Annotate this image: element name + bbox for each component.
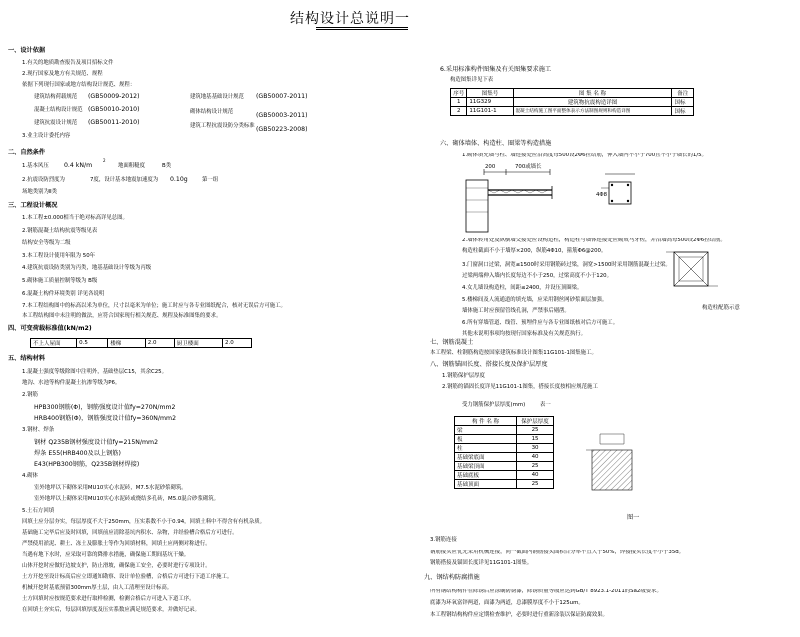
- table-cell: 基础梁底面: [455, 453, 517, 462]
- table-cell: 建筑物抗震构造详图: [513, 98, 672, 107]
- text-line: 5.楼梯间及人流通道的填充墙，应采用钢丝网砂浆面层加强。: [462, 297, 608, 303]
- superscript: 2: [103, 158, 106, 163]
- text-line: 3.业主设计委托内容: [22, 133, 71, 139]
- atlas-table: [450, 88, 694, 116]
- table-cell: 梁: [455, 426, 517, 435]
- text-line: 山体开挖时应做好边坡支护，防止滑坡，确保施工安全，必要时进行专项设计。: [22, 563, 211, 569]
- code-number: (GB50010-2010): [88, 106, 140, 113]
- table-cell: 不上人屋面: [31, 339, 77, 348]
- text-line: 场地类别为Ⅱ类: [22, 189, 57, 195]
- text-line: 3.本工程设计使用年限为 50年: [22, 253, 96, 259]
- text-line: 构造柱截面不小于墙厚×200，纵筋4Φ10，箍筋Φ6@200。: [462, 248, 607, 254]
- code-number: (GB50009-2012): [88, 93, 140, 100]
- text-line: 过梁两端伸入墙内长度每边不小于250，过梁高度不小于120。: [462, 273, 612, 279]
- text-line: 3.门窗洞口过梁，洞宽≤1500时采用钢筋砖过梁，洞宽>1500时采用钢筋混凝土过梁。: [462, 262, 671, 268]
- table-cell: 楼梯: [108, 339, 146, 348]
- text-line: 2.抗震设防烈度为: [22, 177, 65, 183]
- section-design-basis: 一、设计依据: [8, 47, 46, 54]
- text-line: 焊条 E55(HRB400及以上钢筋): [34, 450, 121, 457]
- text-line: 室外地坪以上砌体采用MU10实心水泥砖或烧结多孔砖，M5.0混合砂浆砌筑。: [34, 496, 220, 502]
- code-number: (GB50003-2011): [256, 112, 308, 119]
- text-line: 钢筋搭接及锚固长度详见11G101-1图集。: [430, 560, 533, 566]
- text-line: 回填土应分层夯实，每层厚度不大于250mm，压实系数不小于0.94，回填土料中不得含有有机杂质。: [22, 519, 266, 525]
- text-line: 机械开挖时基底预留300mm厚土层，由人工清理至设计标高。: [22, 585, 173, 591]
- table-cell: 2.0: [223, 339, 252, 348]
- table-cell: 备注: [672, 89, 694, 98]
- text-line: 底漆为环氧富锌两道，面漆为两道，总漆膜厚度不小于125um。: [430, 600, 584, 606]
- text-line: 7.本工程结构图中的标高以米为单位，尺寸以毫米为单位；施工时应与各专业图纸配合，核对无误后方可施工。: [22, 303, 286, 309]
- code-number: (GB50007-2011): [256, 93, 308, 100]
- dimension-label: 700或墙长: [515, 164, 542, 170]
- table-cell: 柱: [455, 444, 517, 453]
- table-cell: 11G329: [467, 98, 513, 107]
- text-line: 6.所有穿墙管道、线管、预埋件应与各专业图纸核对后方可施工。: [462, 320, 619, 326]
- rebar-label: 4Φ8: [596, 192, 608, 198]
- table-cell: 板: [455, 435, 517, 444]
- text-line: 7度，设计基本地震加速度为: [90, 177, 159, 183]
- text-line: 1.有关的地质勘查报告及项目招标文件: [22, 60, 114, 66]
- table-cell: 40: [517, 453, 554, 462]
- table-cell: 15: [517, 435, 554, 444]
- section-project-overview: 三、工程设计概况: [8, 202, 58, 209]
- section-concrete: 七、钢筋混凝土: [430, 339, 474, 346]
- text-line: 第一组: [202, 177, 219, 183]
- text-line: 4.女儿墙设构造柱，间距≤2400，并设压顶圈梁。: [462, 285, 583, 291]
- text-line: 钢材 Q235B钢材强度设计值fy=215N/mm2: [34, 439, 159, 446]
- table-row: [451, 98, 694, 107]
- text-line: 3.钢筋连接: [430, 537, 457, 543]
- text-line: 墙体施工时应预留管线孔洞，严禁事后剔凿。: [462, 308, 570, 314]
- page-title: 结构设计总说明一: [290, 11, 410, 27]
- table-cell: 基础梁顶面: [455, 462, 517, 471]
- text-line: 本工程钢结构构件应定期检查维护，必要时进行重新涂装以保证防腐效果。: [430, 612, 608, 618]
- text-line: 基础施工完毕后应及时回填，回填前应清除基坑内积水、杂物，并经验槽合格后方可进行。: [22, 530, 238, 536]
- title-underline-2: [316, 29, 408, 30]
- dimension-label: 200: [485, 164, 496, 170]
- text-line: E43(HPB300钢筋，Q235B钢材焊接): [34, 461, 140, 468]
- table-title: 受力钢筋保护层厚度(mm): [462, 402, 526, 408]
- text-line: 其他未说明事项均按现行国家标准及有关规范执行。: [462, 331, 586, 337]
- text-line: 2.现行国家及地方有关规范、规程: [22, 71, 103, 77]
- table-cell: 基础底板: [455, 471, 517, 480]
- table-row: [451, 89, 694, 98]
- code-name: 砌体结构设计规范: [190, 109, 234, 115]
- code-number: (GB50011-2010): [88, 119, 140, 126]
- text-line: 1.钢筋保护层厚度: [442, 373, 485, 379]
- cover-thickness-table: [454, 416, 554, 489]
- table-cell: 2: [451, 107, 467, 116]
- text-line: 3.钢材、焊条: [22, 427, 55, 433]
- table-cell: 保护层厚度: [517, 417, 554, 426]
- table-cell: 图 集 名 称: [513, 89, 672, 98]
- text-line: 4.建筑抗震设防类别为丙类，地基基础设计等级为丙级: [22, 265, 152, 271]
- table-row: [451, 107, 694, 116]
- figure-caption: 图一: [627, 514, 640, 521]
- acceleration-value: 0.10g: [170, 176, 188, 183]
- text-line: 4.砌体: [22, 473, 38, 479]
- text-line: 所有钢结构构件在除锈后应涂刷防锈漆，除锈质量等级应达到GB/T 8923.1-2011的Sa2级要求。: [430, 589, 662, 594]
- text-line: 钢筋接头应优先采用机械连接，同一截面内钢筋接头面积百分率不宜大于50%，焊接接头长度不小于35d。: [430, 550, 685, 555]
- text-line: 1.基本风压: [22, 163, 49, 169]
- figure-one-drawing: [580, 430, 650, 500]
- text-line: 1.砌体填充墙与柱、墙连接处应沿高度每500设2Φ6拉结筋，伸入墙内不小于700且不小于墙长的1/5。: [462, 153, 707, 158]
- code-number: (GB50223-2008): [256, 126, 308, 133]
- drawing-caption: 构造柱配筋示意: [702, 305, 740, 311]
- table-row: [455, 480, 554, 489]
- table-cell: 厨卫楼面: [174, 339, 222, 348]
- column-section-drawing: [595, 168, 655, 214]
- table-row: [455, 417, 554, 426]
- code-name: 建筑地基基础设计规范: [190, 94, 244, 100]
- table-cell: 混凝土结构施工图平面整体表示方法制图规则和构造详图: [513, 107, 672, 116]
- section-steel-corrosion: 九、钢结构防腐措施: [424, 574, 480, 581]
- wind-pressure-value: 0.4 kN/m: [64, 162, 93, 169]
- text-line: 本工程梁、柱钢筋构造按国家建筑标准设计图集11G101-1图集施工。: [430, 350, 597, 356]
- section-live-loads: 四、可变荷载标准值(kN/m2): [8, 325, 92, 332]
- text-line: 地面粗糙度: [118, 163, 145, 169]
- table-cell: 图集号: [467, 89, 513, 98]
- table-cell: 25: [517, 462, 554, 471]
- code-name: 建筑结构荷载规范: [34, 94, 78, 100]
- section-standard-atlas: 6.采用标准构件图集及有关图集要求施工: [440, 66, 552, 73]
- text-line: 地沟、水池等构件混凝土抗渗等级为P6。: [22, 380, 121, 386]
- tie-bar-detail-drawing: [458, 164, 566, 236]
- table-row: [455, 462, 554, 471]
- code-name: 建筑工程抗震设防分类标准: [190, 123, 255, 129]
- text-line: 构造图集详见下表: [450, 77, 494, 83]
- table-cell: 25: [517, 426, 554, 435]
- text-line: 土方回填时应按规范要求进行取样检测，检测合格后方可进入下道工序。: [22, 596, 195, 602]
- text-line: 1.本工程±0.000相当于绝对标高详见总图。: [22, 215, 128, 221]
- table-cell: 国标: [672, 98, 694, 107]
- text-line: 5.砌体施工质量控制等级为 B级: [22, 278, 98, 284]
- code-name: 混凝土结构设计规范: [34, 107, 83, 113]
- table-cell: 25: [517, 480, 554, 489]
- table-cell: 序号: [451, 89, 467, 98]
- section-natural-conditions: 二、自然条件: [8, 149, 46, 156]
- table-cell: 国标: [672, 107, 694, 116]
- text-line: 5.土石方回填: [22, 508, 55, 514]
- table-row: [455, 426, 554, 435]
- table-row: [455, 435, 554, 444]
- table-row: [455, 453, 554, 462]
- table-row: [455, 444, 554, 453]
- text-line: 2.钢筋混凝土结构抗震等级见表: [22, 228, 98, 234]
- text-line: 2.钢筋的锚固长度详见11G101-1图集，搭接长度按相应规范施工: [442, 384, 598, 390]
- table-row: [455, 471, 554, 480]
- section-materials: 五、结构材料: [8, 355, 46, 362]
- text-line: HRB400钢筋(Φ)，钢筋强度设计值fy=360N/mm2: [34, 415, 177, 422]
- table-cell: 构 件 名 称: [455, 417, 517, 426]
- text-line: 土方开挖至设计标高后应立即通知勘察、设计单位验槽，合格后方可进行下道工序施工。: [22, 574, 233, 580]
- text-line: 室外地坪以下砌体采用MU10实心水泥砖，M7.5水泥砂浆砌筑。: [34, 485, 187, 491]
- table-cell: 基础顶面: [455, 480, 517, 489]
- table-cell: 0.5: [77, 339, 108, 348]
- section-masonry: 六、砌体墙体、构造柱、圈梁等构造措施: [440, 140, 552, 147]
- table-row: [31, 339, 252, 348]
- text-line: 结构安全等级为二级: [22, 240, 71, 246]
- section-anchorage: 八、钢筋锚固长度、搭接长度及保护层厚度: [430, 361, 548, 368]
- table-cell: 40: [517, 471, 554, 480]
- text-line: 2.墙体转角处及纵横墙交接处应设构造柱，构造柱与墙体连接处应砌成马牙槎，并沿墙高每500设2Φ6拉结筋。: [462, 238, 726, 243]
- live-load-table: [30, 338, 252, 348]
- text-line: 1.混凝土强度等级除图中注明外，基础垫层C15，其余C25。: [22, 369, 167, 375]
- text-line: 6.混凝土构件环境类别 详见各说明: [22, 291, 105, 297]
- code-name: 建筑抗震设计规范: [34, 120, 78, 126]
- text-line: HPB300钢筋(Φ)，钢筋强度设计值fy=270N/mm2: [34, 404, 176, 411]
- table-cell: 11G101-1: [467, 107, 513, 116]
- text-line: 严禁使用淤泥、耕土、冻土及膨胀土等作为回填材料，回填土应两侧对称进行。: [22, 541, 211, 547]
- text-line: 2.钢筋: [22, 392, 38, 398]
- text-line: 本工程结构图中未注明的做法，应符合国家现行相关规范、规程及标准图集的要求。: [22, 313, 222, 319]
- construction-column-drawing: [664, 244, 722, 296]
- table-cell: 30: [517, 444, 554, 453]
- table-cell: 1: [451, 98, 467, 107]
- text-line: B类: [162, 163, 172, 169]
- title-underline: [316, 27, 408, 28]
- text-line: 在回填土夯实后，每层回填厚度及压实系数应满足规范要求，并做好记录。: [22, 607, 200, 613]
- table-number: 表一: [540, 402, 551, 408]
- text-line: 当遇有地下水时，应采取可靠的降排水措施，确保施工期间基坑干燥。: [22, 552, 190, 558]
- table-cell: 2.0: [145, 339, 174, 348]
- text-line: 依据下列现行国家或地方结构设计规范、规程：: [22, 82, 136, 88]
